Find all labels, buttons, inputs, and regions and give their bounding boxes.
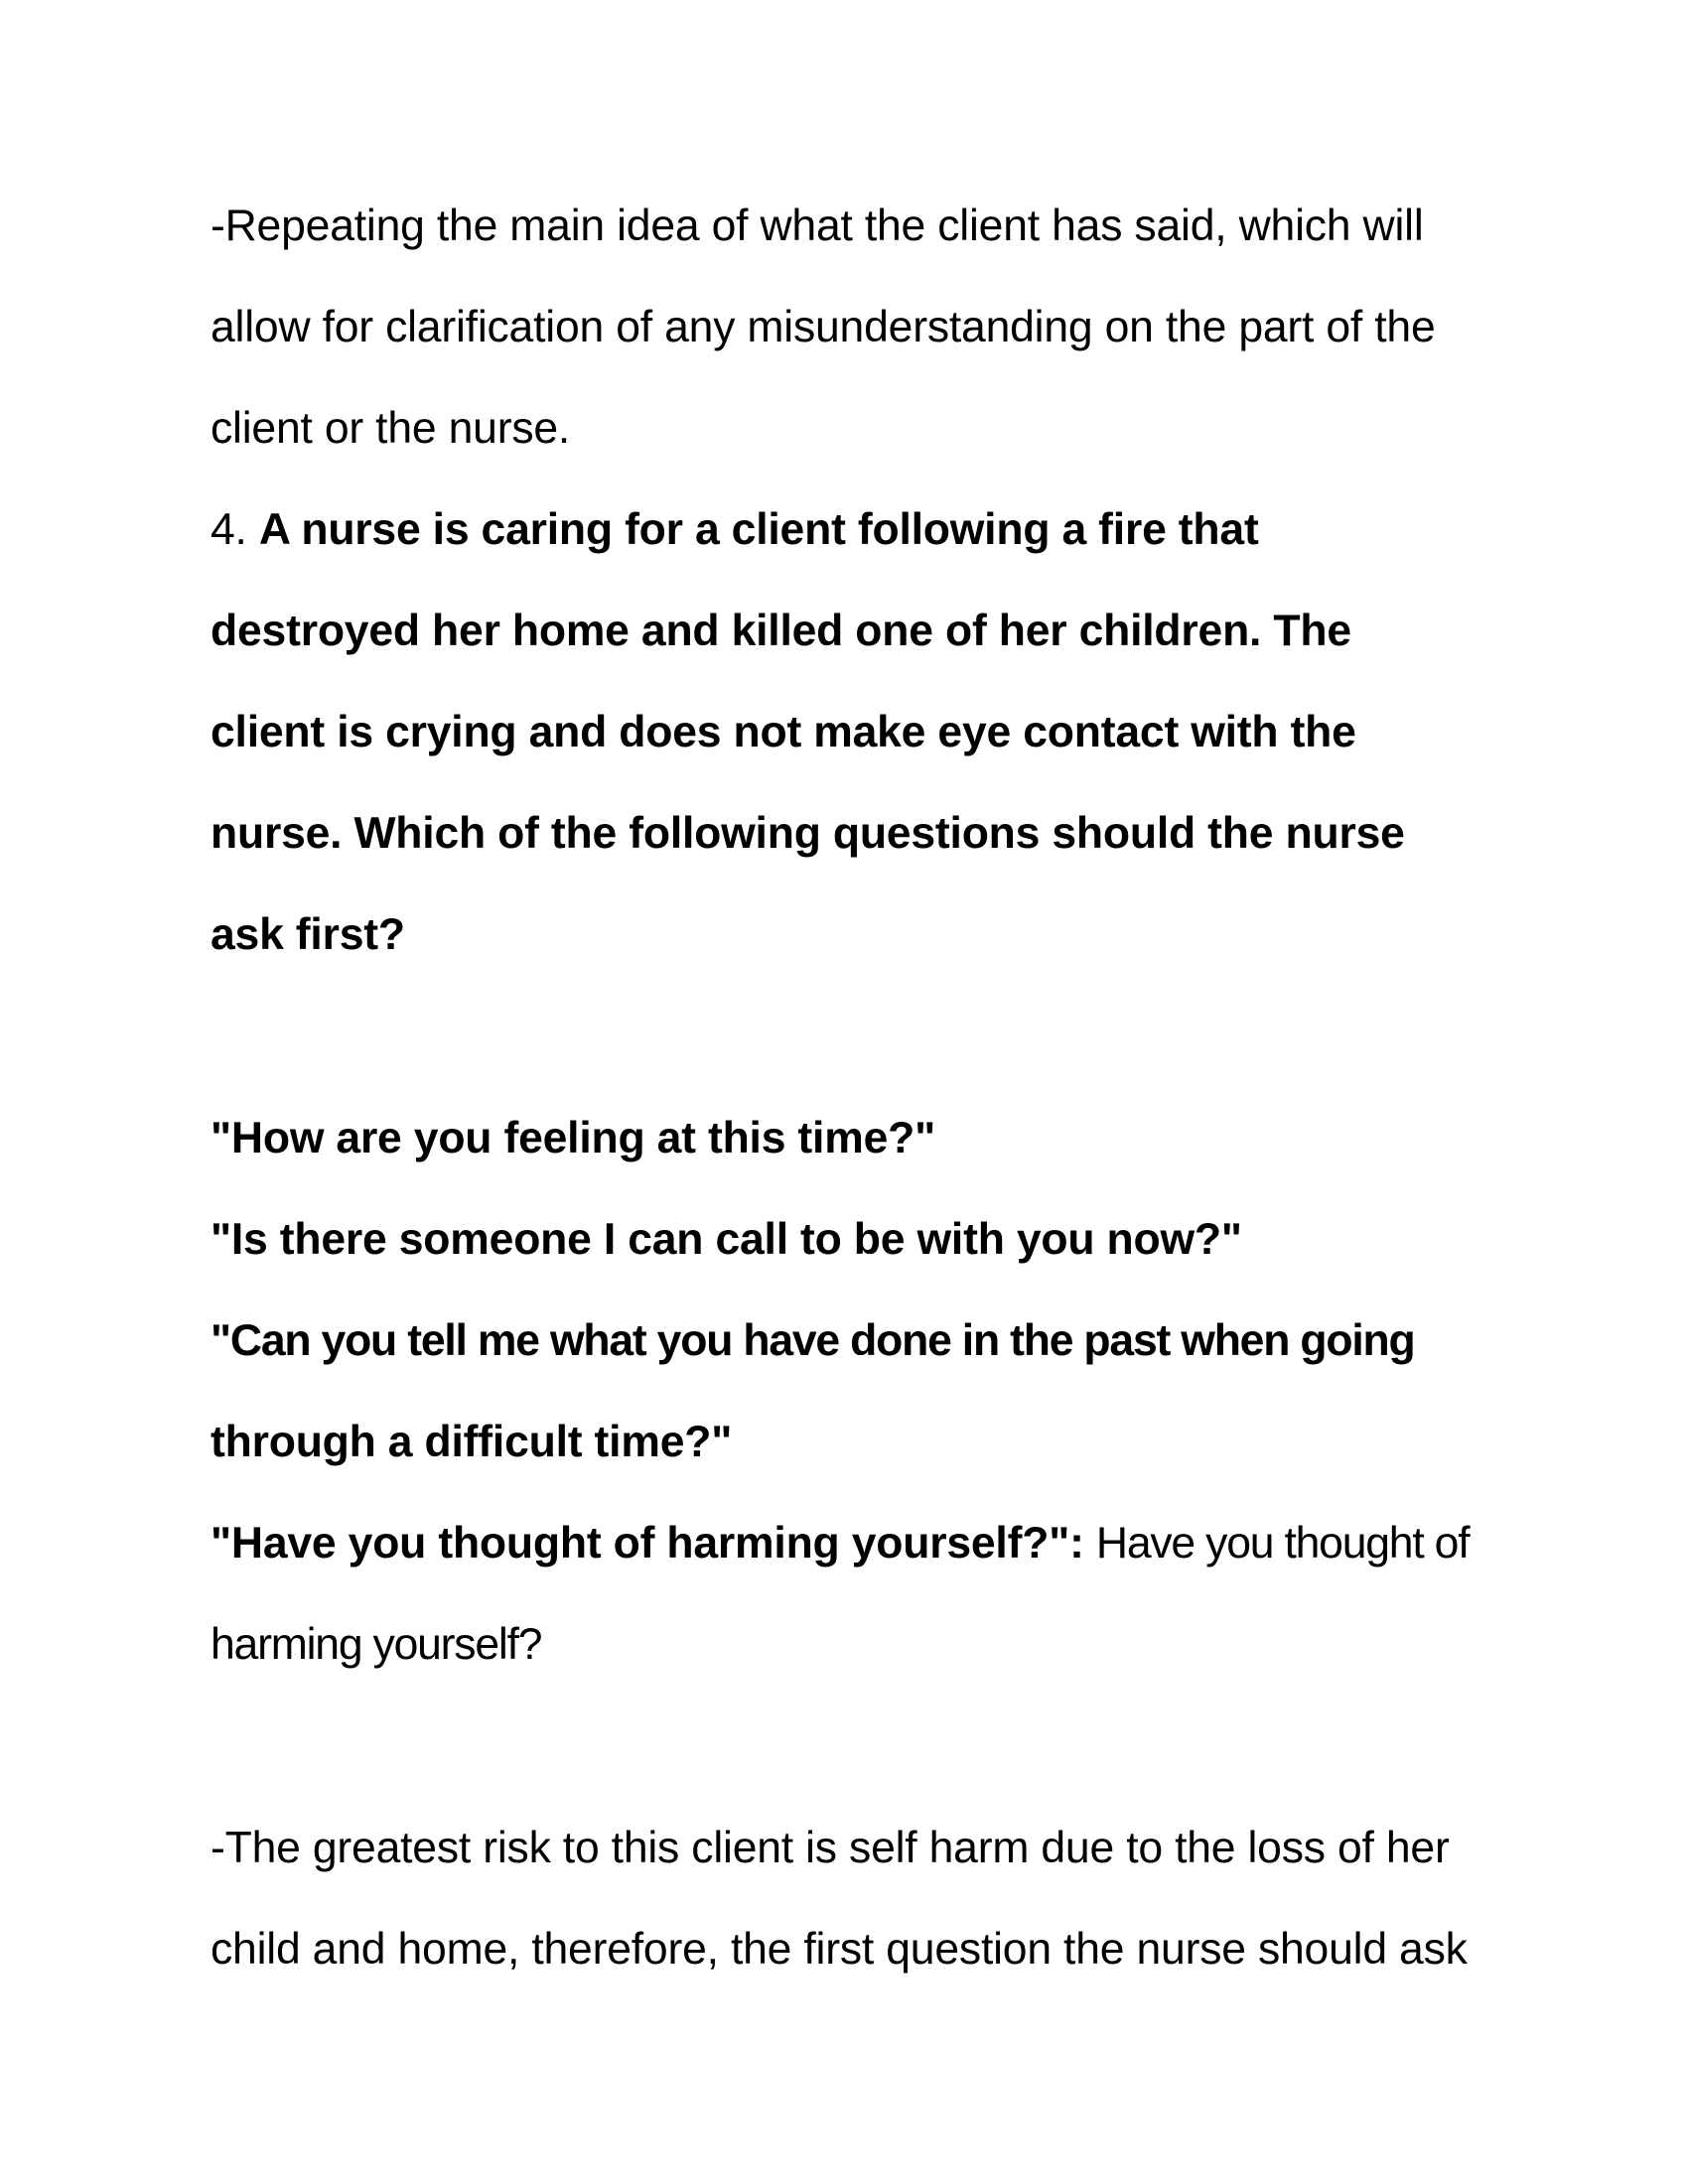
answer-text: harming yourself? [211, 1620, 542, 1669]
question-text: destroyed her home and killed one of her children. The [211, 607, 1351, 655]
question-number: 4. [211, 505, 247, 554]
question-text: client is crying and does not make eye contact with the [211, 708, 1356, 756]
text-line: allow for clarification of any misunderstanding on the part of the [211, 303, 1436, 351]
answer-line [211, 1519, 1470, 1568]
option-2: "Is there someone I can call to be with you now?" [211, 1215, 1242, 1264]
document-page [211, 0, 1501, 2184]
option-3: "Can you tell me what you have done in the past when going [211, 1316, 1415, 1365]
option-3-continued: through a difficult time?" [211, 1418, 733, 1466]
option-1: "How are you feeling at this time?" [211, 1114, 936, 1162]
question-first-line [211, 505, 1259, 554]
question-text: ask first? [211, 910, 405, 959]
rationale-line: -The greatest risk to this client is self harm due to the loss of her [211, 1824, 1450, 1872]
answer-text: Have you thought of [1095, 1519, 1470, 1568]
text-line: -Repeating the main idea of what the client has said, which will [211, 202, 1424, 250]
answer-label: "Have you thought of harming yourself?": [211, 1519, 1084, 1568]
rationale-line: child and home, therefore, the first question the nurse should ask [211, 1925, 1468, 1974]
text-line: client or the nurse. [211, 404, 571, 453]
question-text: nurse. Which of the following questions should the nurse [211, 809, 1405, 858]
question-text: A nurse is caring for a client following a fire that [258, 505, 1259, 554]
